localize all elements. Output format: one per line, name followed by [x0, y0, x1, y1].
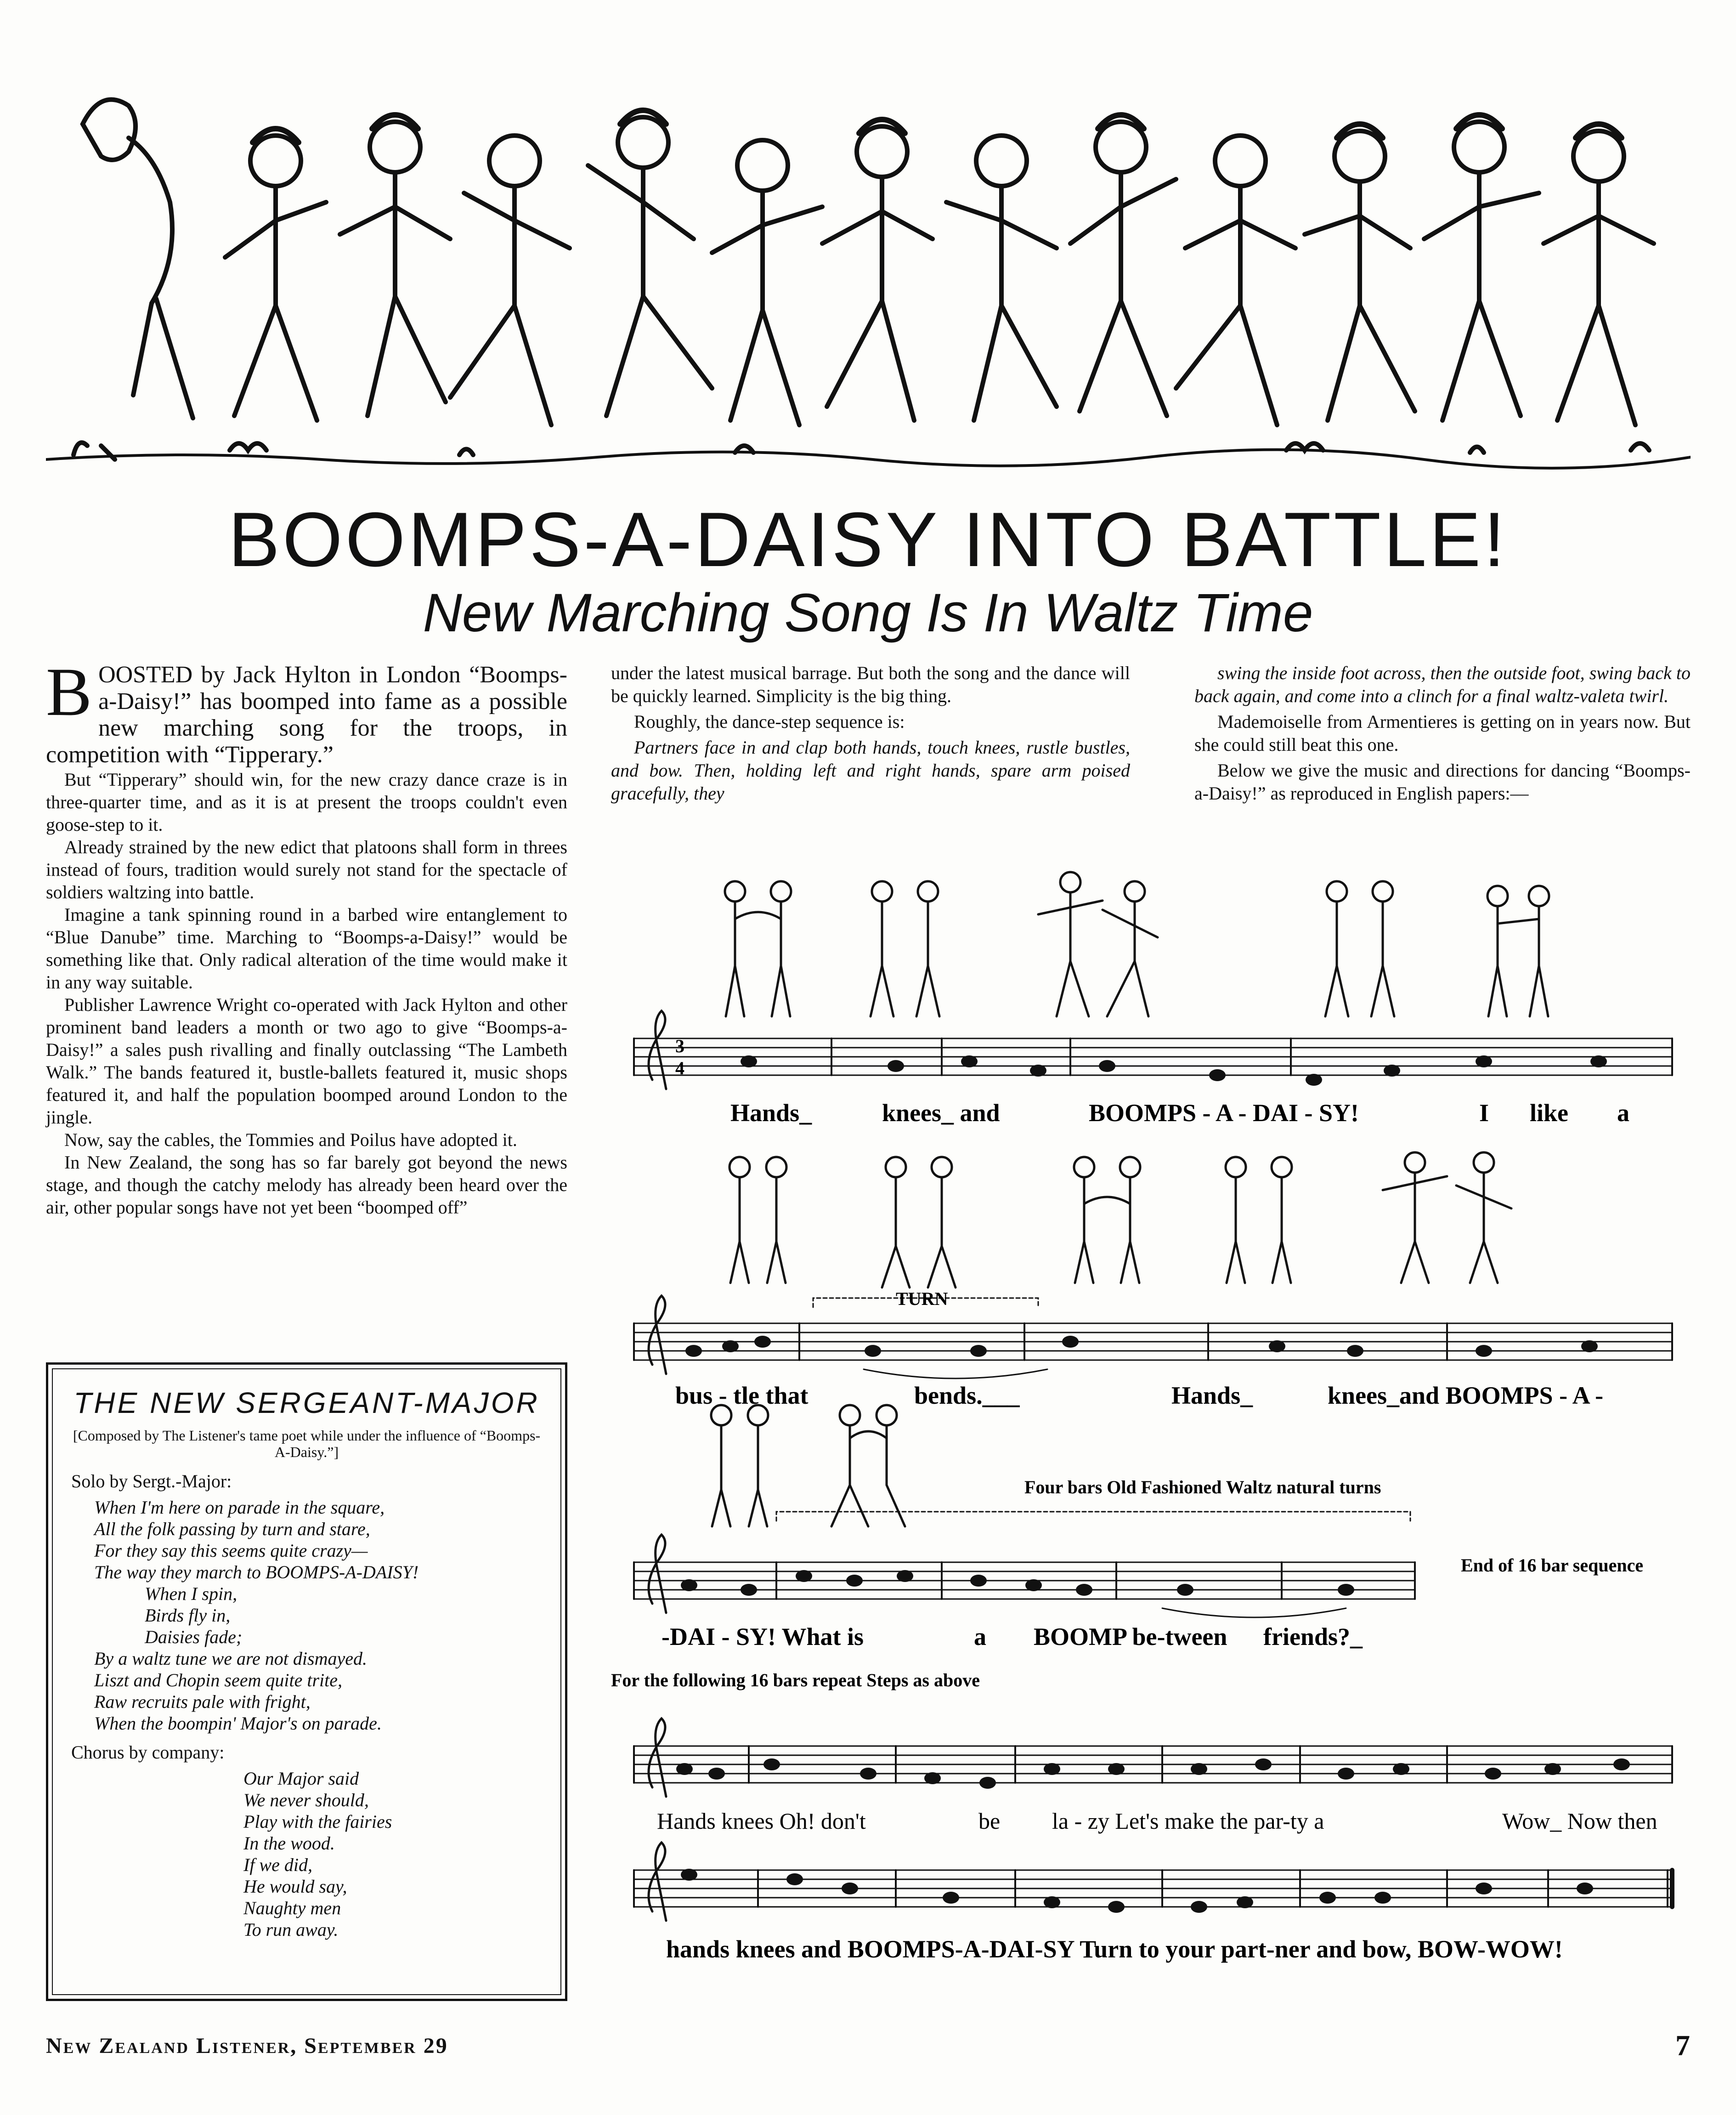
staff-1: [634, 1011, 1672, 1089]
poem-line: For they say this seems quite crazy—: [94, 1540, 368, 1561]
lyric: knees_ and: [882, 1099, 1000, 1127]
paragraph: In New Zealand, the song has so far barely got beyond the news stage, and though the catchy melody has already been heard over the air, other popular songs have not yet been “boomped off”: [46, 1152, 567, 1218]
dance-figures-row-3: [711, 1405, 905, 1526]
dance-steps-continued: swing the inside foot across, then the outside foot, swing back to back again, and come into a clinch for a final waltz-valeta twirl.: [1194, 663, 1691, 706]
poem-line: When I'm here on parade in the square,: [94, 1497, 385, 1518]
chorus-label: Chorus by company:: [71, 1742, 225, 1763]
lyric: Hands knees Oh! don't: [657, 1808, 866, 1834]
lyric: BOOMP be-tween: [1034, 1623, 1227, 1650]
lyric: BOOMPS - A - DAI - SY!: [1089, 1099, 1359, 1127]
staff-4: [634, 1718, 1672, 1797]
poem-line: Raw recruits pale with fright,: [94, 1691, 311, 1712]
left-column: [46, 654, 567, 1219]
chorus-line: To run away.: [243, 1919, 339, 1940]
lyric: la - zy Let's make the par-ty a: [1052, 1808, 1324, 1834]
page-number: 7: [1675, 2029, 1690, 2062]
lyric: knees_and BOOMPS - A -: [1328, 1382, 1604, 1409]
right-column: [1194, 662, 1691, 808]
paragraph: Publisher Lawrence Wright co-operated with Jack Hylton and other prominent band leaders a month or two ago to give “Boomps-a-Daisy!” a sales push rivalling and finally outclassing “The Lambeth Walk.” The bands featured it, bustle-ballets featured it, music shops featured it, and half the population boomped around London to the jingle.: [46, 994, 567, 1128]
lyric: a: [1617, 1099, 1629, 1127]
paragraph: Now, say the cables, the Tommies and Poilus have adopted it.: [64, 1129, 517, 1150]
paragraph: Below we give the music and directions for dancing “Boomps-a-Daisy!” as reproduced in English papers:—: [1194, 760, 1691, 804]
dance-steps: Partners face in and clap both hands, touch knees, rustle bustles, and bow. Then, holding left and right hands, spare arm poised gracefully, they: [611, 737, 1130, 804]
lyric: -DAI - SY! What is: [662, 1623, 864, 1650]
lead-paragraph: BOOSTED by Jack Hylton in London “Boomps-a-Daisy!” has boomped into fame as a possible new marching song for the troops, in competition with “Tipperary.”: [46, 654, 567, 768]
paragraph: But “Tipperary” should win, for the new crazy dance craze is in three-quarter time, and as it is at present the troops couldn't even goose-step to it.: [46, 769, 567, 835]
lyric: hands knees and BOOMPS-A-DAI-SY Turn to your part-ner and bow, BOW-WOW!: [666, 1935, 1563, 1963]
poem-line: When I spin,: [145, 1583, 237, 1604]
chorus-line: Naughty men: [243, 1898, 341, 1918]
poem-box: [46, 1362, 567, 2001]
dancing-soldiers-illustration: [46, 69, 1691, 482]
chorus-line: He would say,: [243, 1876, 347, 1897]
publication-footer: New Zealand Listener, September 29: [46, 2034, 448, 2058]
subheadline: New Marching Song Is In Waltz Time: [423, 583, 1313, 643]
lyric: bus - tle that: [675, 1382, 809, 1409]
turn-label: TURN: [896, 1288, 948, 1309]
sheet-music: [611, 864, 1691, 1990]
poem-credit: [Composed by The Listener's tame poet while under the influence of “Boomps-A-Daisy.”]: [73, 1427, 541, 1460]
lyric: bends.___: [914, 1382, 1020, 1409]
chorus-line: If we did,: [243, 1854, 312, 1875]
headline: BOOMPS-A-DAISY INTO BATTLE!: [228, 496, 1508, 583]
solo-label: Solo by Sergt.-Major:: [71, 1471, 232, 1491]
middle-column: [611, 662, 1130, 808]
poem-title: THE NEW SERGEANT-MAJOR: [74, 1386, 540, 1419]
paragraph: Imagine a tank spinning round in a barbed wire entanglement to “Blue Danube” time. Marching to “Boomps-a-Daisy!” would be something like that. Only radical alteration of the time would make it in any way suitable.: [46, 904, 567, 992]
dropcap: B: [46, 654, 92, 730]
chorus-line: Play with the fairies: [243, 1811, 392, 1832]
lyric: Hands_: [1171, 1382, 1253, 1409]
chorus-line: Our Major said: [243, 1768, 359, 1789]
paragraph: Mademoiselle from Armentieres is getting on in years now. But she could still beat this one.: [1194, 711, 1691, 755]
dance-figures-row-2: [729, 1152, 1511, 1287]
poem-line: By a waltz tune we are not dismayed.: [94, 1648, 367, 1669]
chorus-line: In the wood.: [243, 1833, 335, 1854]
end-note: End of 16 bar sequence: [1461, 1555, 1644, 1576]
lyric: like: [1530, 1099, 1569, 1127]
waltz-direction: Four bars Old Fashioned Waltz natural turns: [1024, 1477, 1381, 1497]
paragraph: Already strained by the new edict that platoons shall form in threes instead of fours, tradition would surely not stand for the spectacle of soldiers waltzing into battle.: [46, 837, 567, 902]
poem-line: Daisies fade;: [145, 1627, 243, 1647]
poem-line: All the folk passing by turn and stare,: [94, 1519, 370, 1539]
poem-line: When the boompin' Major's on parade.: [94, 1713, 382, 1734]
poem-line: Liszt and Chopin seem quite trite,: [94, 1670, 342, 1690]
lyric: I: [1479, 1099, 1489, 1127]
time-signature-top: 3: [675, 1036, 684, 1056]
staff-3: [634, 1512, 1415, 1617]
lyric: a: [974, 1623, 986, 1650]
paragraph: under the latest musical barrage. But both the song and the dance will be quickly learned. Simplicity is the big thing.: [611, 663, 1130, 706]
lyric: friends?_: [1263, 1623, 1363, 1650]
repeat-direction: For the following 16 bars repeat Steps as above: [611, 1670, 980, 1690]
lyric: be: [978, 1808, 1001, 1834]
lyric: Wow_ Now then: [1502, 1808, 1657, 1834]
staff-2: [634, 1296, 1672, 1378]
paragraph: Roughly, the dance-step sequence is:: [634, 711, 905, 732]
poem-line: The way they march to BOOMPS-A-DAISY!: [94, 1562, 419, 1582]
chorus-line: We never should,: [243, 1790, 369, 1810]
poem-line: Birds fly in,: [145, 1605, 231, 1626]
lyric: Hands_: [730, 1099, 812, 1127]
soldier-figures: [225, 117, 1654, 425]
dance-figures-row-1: [725, 872, 1549, 1016]
time-signature-bottom: 4: [675, 1058, 684, 1078]
